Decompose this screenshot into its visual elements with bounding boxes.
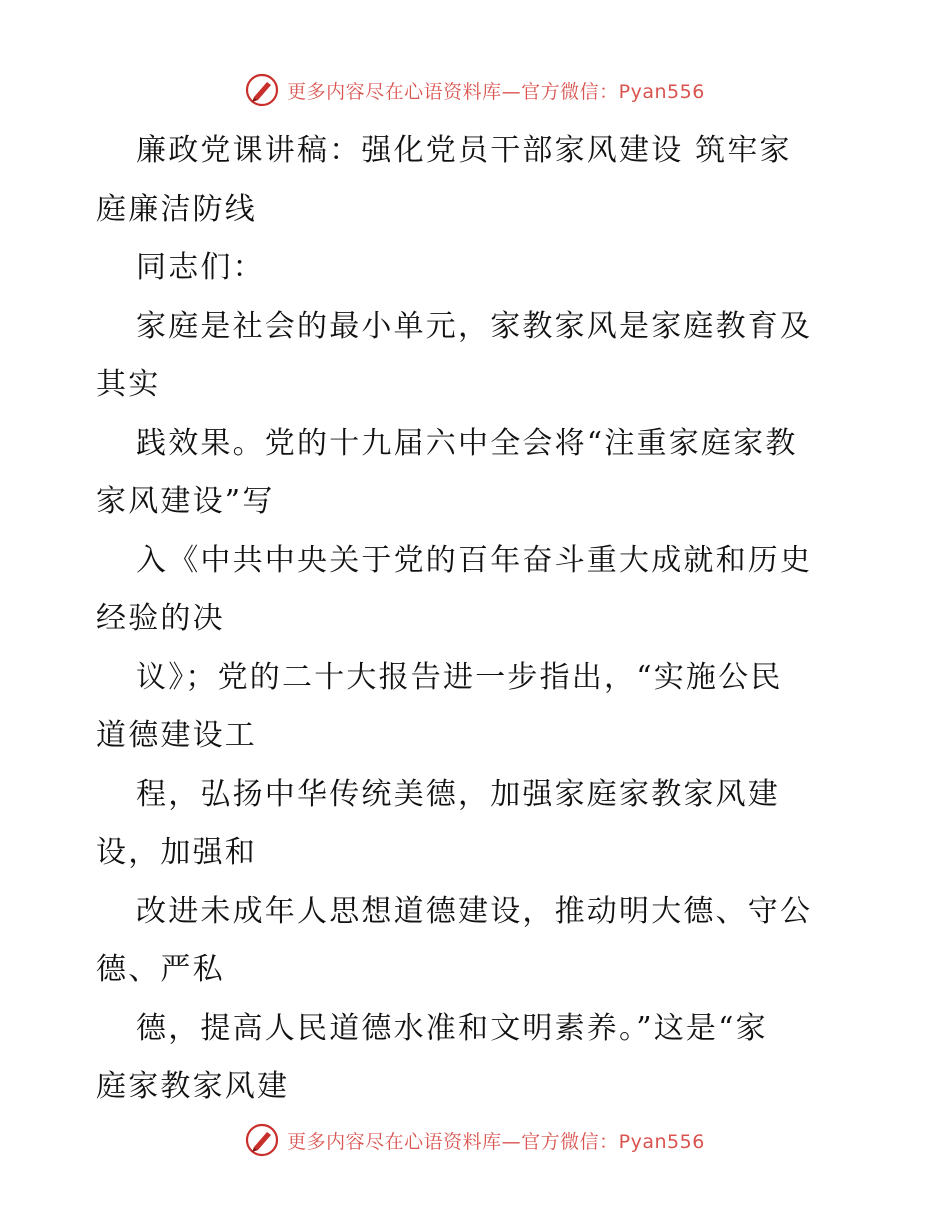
text-line: 改进未成年人思想道德建设，推动明大德、守公 — [136, 893, 813, 929]
footer-watermark — [0, 1120, 950, 1160]
text-line: 家庭是社会的最小单元，家教家风是家庭教育及 — [136, 308, 813, 344]
pen-logo-icon — [245, 73, 279, 107]
text-line: 廉政党课讲稿：强化党员干部家风建设 筑牢家 — [136, 133, 792, 168]
text-line: 家风建设”写 — [96, 484, 275, 519]
watermark-text: 更多内容尽在心语资料库—官方微信：Pyan556 — [287, 1130, 705, 1153]
text-line: 德，提高人民道德水准和文明素养。”这是“家 — [136, 1010, 768, 1046]
text-line: 其实 — [96, 367, 161, 402]
text-line: 入《中共中央关于党的百年奋斗重大成就和历史 — [136, 542, 813, 578]
text-line: 议》；党的二十大报告进一步指出，“实施公民 — [136, 659, 783, 695]
text-line: 设，加强和 — [96, 835, 257, 870]
text-line: 德、严私 — [96, 952, 225, 987]
text-line: 经验的决 — [96, 601, 225, 636]
text-line: 践效果。党的十九届六中全会将“注重家庭家教 — [136, 425, 798, 461]
pen-logo-icon — [245, 1123, 279, 1157]
text-line: 同志们： — [136, 250, 265, 285]
text-line: 庭廉洁防线 — [96, 191, 257, 227]
text-line: 程，弘扬中华传统美德，加强家庭家教家风建 — [136, 776, 780, 812]
header-watermark — [0, 70, 950, 110]
text-line: 庭家教家风建 — [96, 1069, 290, 1104]
document-body — [96, 122, 856, 1117]
watermark-text: 更多内容尽在心语资料库—官方微信：Pyan556 — [287, 80, 705, 103]
text-line: 道德建设工 — [96, 718, 257, 753]
